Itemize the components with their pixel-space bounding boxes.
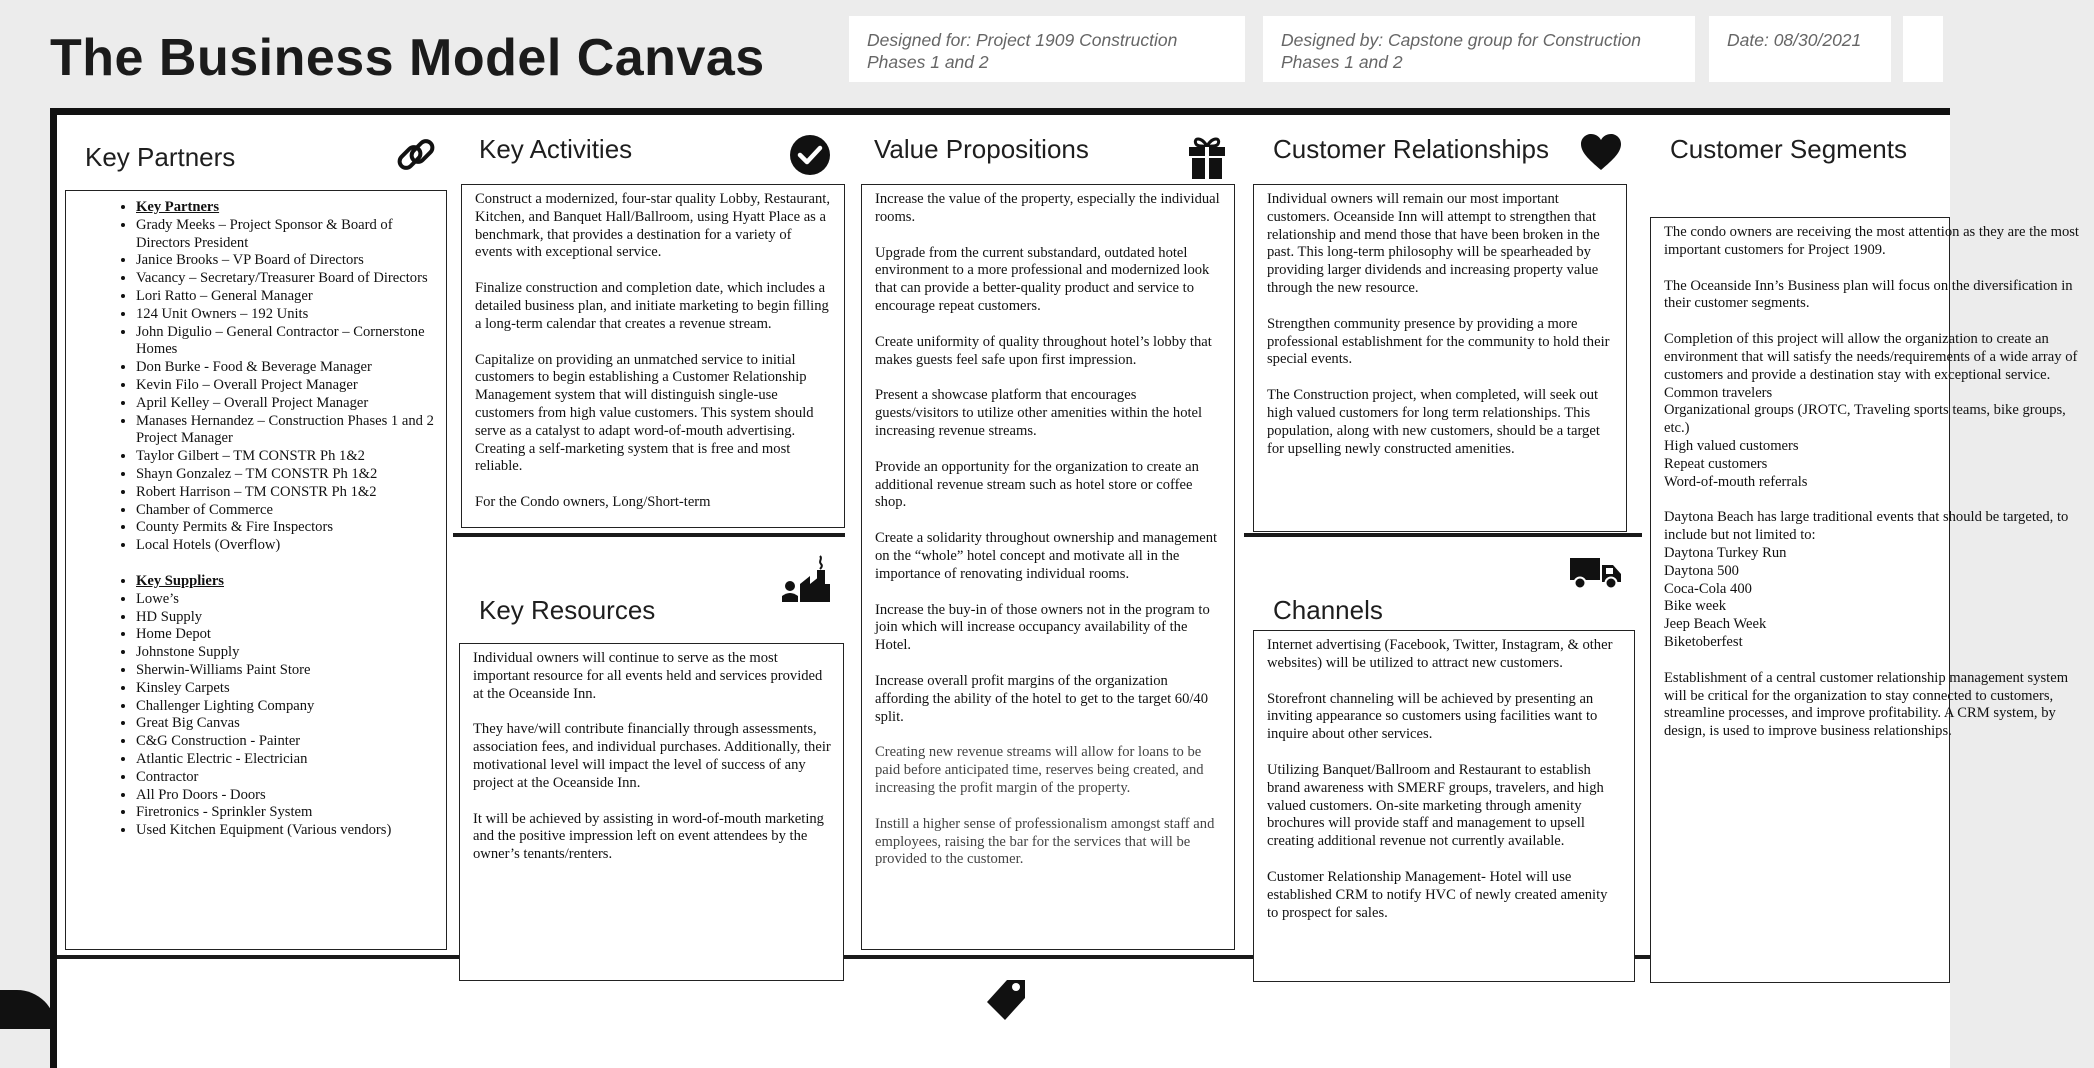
key-resources-heading: Key Resources	[479, 595, 656, 625]
customer-relationships-box[interactable]	[1253, 184, 1627, 532]
factory-worker-icon	[780, 554, 832, 609]
list-item: • Lowe’s	[136, 591, 438, 609]
paragraph: They have/will contribute financially through assessments, association fees, and individual purchases. Additionally, their motivational level will impact the level of success of any project at the Oceanside Inn.	[473, 721, 831, 791]
value-propositions-box[interactable]	[861, 184, 1235, 950]
list-item: Jeep Beach Week	[1664, 616, 1767, 633]
list-item: High valued customers	[1664, 437, 1799, 454]
customer-segments-heading: Customer Segments	[1670, 134, 1907, 164]
page-title: The Business Model Canvas	[50, 29, 765, 87]
list-item: • County Permits & Fire Inspectors	[136, 519, 438, 537]
key-partners-box[interactable]	[65, 190, 447, 950]
designed-by-field[interactable]: Designed by: Capstone group for Construction Phases 1 and 2	[1263, 16, 1695, 82]
list-item: • Janice Brooks – VP Board of Directors	[136, 252, 438, 270]
link-icon	[394, 133, 438, 182]
list-item: Organizational groups (JROTC, Traveling sports teams, bike groups, etc.)	[1664, 402, 2066, 437]
value-propositions-heading: Value Propositions	[874, 134, 1089, 164]
designed-for-field[interactable]: Designed for: Project 1909 Construction Phases 1 and 2	[849, 16, 1245, 82]
paragraph: Create uniformity of quality throughout hotel’s lobby that makes guests feel safe upon first impression.	[875, 333, 1212, 368]
list-item: • Home Depot	[136, 626, 438, 644]
paragraph: Internet advertising (Facebook, Twitter, Instagram, & other websites) will be utilized to attract new customers.	[1267, 637, 1613, 671]
list-item: • John Digulio – General Contractor – Cornerstone Homes	[136, 324, 438, 360]
list-item: Bike week	[1664, 598, 1727, 615]
list-item: • Local Hotels (Overflow)	[136, 537, 438, 555]
list-item: Repeat customers	[1664, 455, 1768, 472]
list-item: • Used Kitchen Equipment (Various vendors)	[136, 822, 438, 840]
list-item: • Lori Ratto – General Manager	[136, 288, 438, 306]
list-item: Coca-Cola 400	[1664, 580, 1752, 597]
paragraph: Finalize construction and completion date, which includes a detailed business plan, and initiate marketing to begin filling a long-term calendar that creates a revenue stream.	[475, 280, 829, 332]
list-item: • Vacancy – Secretary/Treasurer Board of Directors	[136, 270, 438, 288]
suppliers-list-heading: • Key Suppliers	[136, 573, 438, 591]
paragraph: Create a solidarity throughout ownership and management on the “whole” hotel concept and motivate all in the importance of renovating individual rooms.	[875, 530, 1218, 582]
list-item: • 124 Unit Owners – 192 Units	[136, 306, 438, 324]
list-item: • Taylor Gilbert – TM CONSTR Ph 1&2	[136, 448, 438, 466]
suppliers-list	[86, 573, 438, 840]
paragraph: The Construction project, when completed, will seek out high valued customers for long term relationships. This population, along with new customers, should be a target for upselling newly constructed amenities.	[1267, 387, 1600, 457]
paragraph: Construct a modernized, four-star quality Lobby, Restaurant, Kitchen, and Banquet Hall/Ballroom, using Hyatt Place as a benchmark, that provides a destination for a variety of events with exceptional service.	[475, 191, 830, 261]
customer-segments-box[interactable]	[1650, 217, 2079, 983]
paragraph: Customer Relationship Management- Hotel will use established CRM to notify HVC of newly created amenity to prospect for sales.	[1267, 868, 1608, 921]
checkmark-icon	[788, 133, 832, 182]
heart-icon	[1580, 133, 1622, 176]
list-item: • Chamber of Commerce	[136, 502, 438, 520]
list-item: • Contractor	[136, 769, 438, 787]
canvas-corner	[0, 990, 56, 1029]
version-field[interactable]	[1903, 16, 1943, 82]
list-item: • Atlantic Electric - Electrician	[136, 751, 438, 769]
date-field[interactable]: Date: 08/30/2021	[1709, 16, 1891, 82]
paragraph: Individual owners will continue to serve as the most important resource for all events held and services provided at the Oceanside Inn.	[473, 650, 823, 702]
paragraph: The condo owners are receiving the most attention as they are the most important customers for Project 1909.	[1664, 224, 2079, 258]
paragraph: Upgrade from the current substandard, outdated hotel environment to a more professional and modernized look that can provide a better-quality product and service to encourage repeat customers.	[875, 244, 1210, 314]
list-item: • Don Burke - Food & Beverage Manager	[136, 359, 438, 377]
paragraph: Increase the buy-in of those owners not in the program to join which will increase occupancy availability of the Hotel.	[875, 601, 1210, 654]
paragraph: Present a showcase platform that encourages guests/visitors to utilize other amenities within the hotel increasing revenue streams.	[875, 387, 1203, 439]
paragraph: The Oceanside Inn’s Business plan will focus on the diversification in their customer segments.	[1664, 277, 2073, 312]
list-item: • C&G Construction - Painter	[136, 733, 438, 751]
paragraph: Individual owners will remain our most important customers. Oceanside Inn will attempt to strengthen that relationship and mend those that have been broken in the past. This long-term philosophy will be spearheaded by providing larger dividends and increasing property value through the new resource.	[1267, 191, 1600, 296]
channels-heading: Channels	[1273, 595, 1383, 625]
key-partners-heading: Key Partners	[85, 142, 236, 172]
paragraph: Capitalize on providing an unmatched service to initial customers to begin establishing a Customer Relationship Management system that will distinguish single-use customers from high value customers. This system should serve as a catalyst to adapt word-of-mouth advertising. Creating a self-marketing system that is free and most reliable.	[475, 351, 814, 475]
gift-icon	[1187, 134, 1227, 185]
paragraph: Creating new revenue streams will allow for loans to be paid before anticipated time, reserves being created, and increasing the profit margin of the property.	[875, 744, 1204, 796]
list-item: • April Kelley – Overall Project Manager	[136, 395, 438, 413]
truck-icon	[1569, 556, 1623, 595]
paragraph: Utilizing Banquet/Ballroom and Restaurant to establish brand awareness with SMERF groups, travelers, and high valued customers. On-site marketing through amenity brochures will provide staff and management to upsell creating additional revenue not currently available.	[1267, 761, 1604, 850]
paragraph: Instill a higher sense of professionalism amongst staff and employees, raising the bar for the services that will be provided to the customer.	[875, 815, 1215, 868]
divider-activities-resources	[453, 533, 845, 537]
list-item: • Kevin Filo – Overall Project Manager	[136, 377, 438, 395]
price-tag-icon	[985, 976, 1027, 1027]
paragraph: Completion of this project will allow the organization to create an environment that will satisfy the needs/requirements of a wide array of customers and provide a destination stay with exceptional service.	[1664, 331, 2078, 383]
channels-box[interactable]	[1253, 630, 1635, 982]
list-item: • Grady Meeks – Project Sponsor & Board of Directors President	[136, 217, 438, 253]
list-item: Biketoberfest	[1664, 633, 1743, 650]
key-resources-box[interactable]	[459, 643, 844, 981]
list-item: Daytona Turkey Run	[1664, 544, 1787, 561]
list-item: • Great Big Canvas	[136, 715, 438, 733]
divider-relationships-channels	[1244, 533, 1642, 537]
list-item: • HD Supply	[136, 609, 438, 627]
paragraph: Strengthen community presence by providing a more professional establishment for the community to hold their special events.	[1267, 315, 1610, 368]
list-item: • Manases Hernandez – Construction Phases 1 and 2 Project Manager	[136, 413, 438, 449]
list-item: • Challenger Lighting Company	[136, 698, 438, 716]
paragraph: Daytona Beach has large traditional events that should be targeted, to include but not limited to:	[1664, 509, 2069, 544]
list-item: Word-of-mouth referrals	[1664, 473, 1808, 490]
paragraph: Storefront channeling will be achieved by presenting an inviting appearance so customers using facilities want to inquire about other services.	[1267, 690, 1598, 743]
divider-bottom-row	[57, 955, 1920, 959]
list-item: • Johnstone Supply	[136, 644, 438, 662]
paragraph: Establishment of a central customer relationship management system will be critical for the organization to stay connected to customers, streamline processes, and improve profitability. A CRM system, by design, is used to improve business relationships.	[1664, 669, 2069, 740]
list-item: • Firetronics - Sprinkler System	[136, 804, 438, 822]
paragraph: Increase the value of the property, especially the individual rooms.	[875, 191, 1220, 225]
list-item: • All Pro Doors - Doors	[136, 787, 438, 805]
paragraph: It will be achieved by assisting in word-of-mouth marketing and the positive impression left on event attendees by the owner’s tenants/renters.	[473, 810, 824, 863]
list-item: Daytona 500	[1664, 562, 1739, 579]
list-item: • Robert Harrison – TM CONSTR Ph 1&2	[136, 484, 438, 502]
partners-list	[86, 199, 438, 555]
customer-relationships-heading: Customer Relationships	[1273, 134, 1550, 164]
list-item: • Kinsley Carpets	[136, 680, 438, 698]
partners-list-heading: • Key Partners	[136, 199, 438, 217]
key-activities-box[interactable]	[461, 184, 845, 528]
list-item: Common travelers	[1664, 384, 1773, 401]
paragraph: Increase overall profit margins of the organization affording the ability of the hotel to get to the target 60/40 split.	[875, 672, 1209, 725]
list-item: • Shayn Gonzalez – TM CONSTR Ph 1&2	[136, 466, 438, 484]
paragraph: For the Condo owners, Long/Short-term	[475, 494, 711, 511]
paragraph: Provide an opportunity for the organization to create an additional revenue stream such as hotel store or coffee shop.	[875, 458, 1199, 511]
key-activities-heading: Key Activities	[479, 134, 633, 164]
list-item: • Sherwin-Williams Paint Store	[136, 662, 438, 680]
